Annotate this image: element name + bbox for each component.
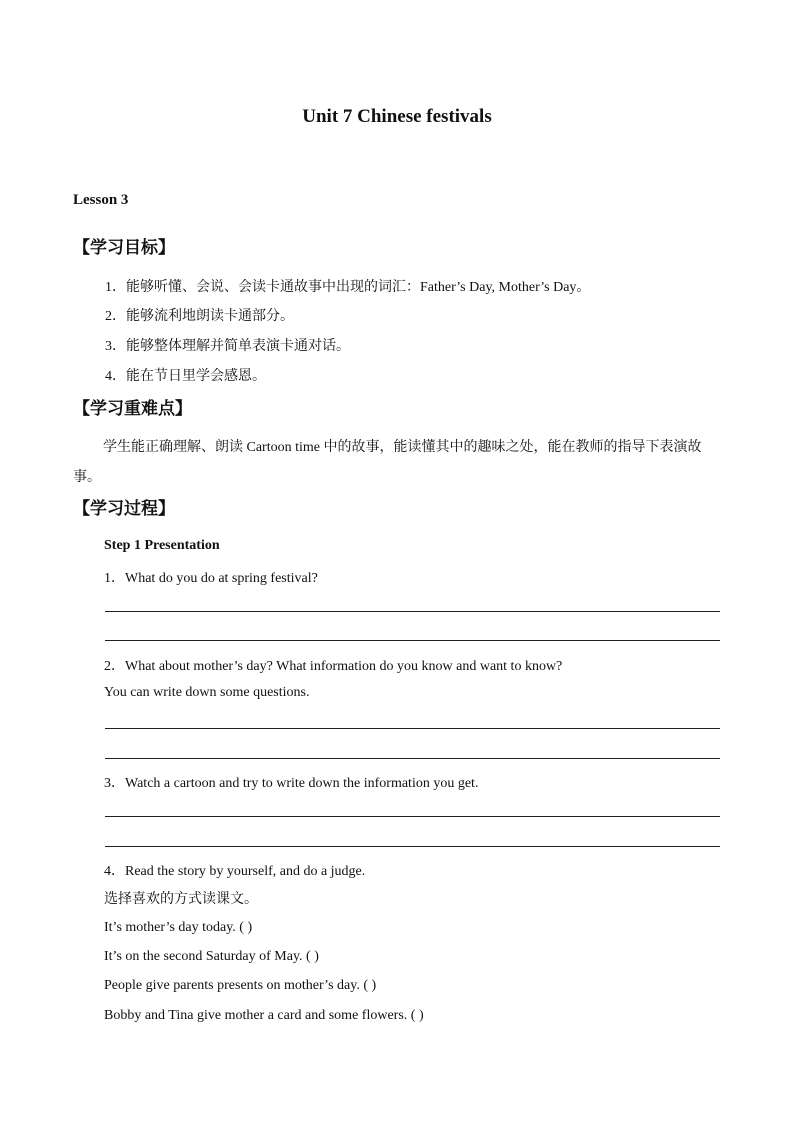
question-3: 3．Watch a cartoon and try to write down the information you get. <box>104 776 479 791</box>
goals-heading: 【学习目标】 <box>73 238 175 257</box>
question-2-note: You can write down some questions. <box>104 685 310 700</box>
answer-line <box>105 640 720 641</box>
key-points-text: 学生能正确理解、朗读 Cartoon time 中的故事，能读懂其中的趣味之处，能在教师的指导下表演故事。 <box>73 440 702 485</box>
answer-line <box>105 758 720 759</box>
question-1: 1．What do you do at spring festival? <box>104 571 318 586</box>
goal-item-2: 2．能够流利地朗读卡通部分。 <box>105 309 294 324</box>
process-heading: 【学习过程】 <box>73 499 175 518</box>
judge-item-1: It’s mother’s day today. ( ) <box>104 920 253 935</box>
goal-item-4: 4．能在节日里学会感恩。 <box>105 369 266 384</box>
answer-line <box>105 611 720 612</box>
question-4: 4．Read the story by yourself, and do a judge. <box>104 864 366 879</box>
question-2: 2．What about mother’s day? What information do you know and want to know? <box>104 659 563 674</box>
answer-line <box>105 728 720 729</box>
goal-item-1: 1．能够听懂、会说、会读卡通故事中出现的词汇：Father’s Day, Mother’s Day。 <box>105 280 591 295</box>
judge-item-4: Bobby and Tina give mother a card and some flowers. ( ) <box>104 1008 424 1023</box>
page-title: Unit 7 Chinese festivals <box>302 106 492 127</box>
judge-item-2: It’s on the second Saturday of May. ( ) <box>104 949 319 964</box>
lesson-label: Lesson 3 <box>73 192 129 208</box>
answer-line <box>105 816 720 817</box>
question-4-note: 选择喜欢的方式读课文。 <box>104 892 258 907</box>
key-points-heading: 【学习重难点】 <box>73 399 192 418</box>
goal-item-3: 3．能够整体理解并简单表演卡通对话。 <box>105 339 350 354</box>
step-title: Step 1 Presentation <box>104 538 220 553</box>
judge-item-3: People give parents presents on mother’s day. ( ) <box>104 978 377 993</box>
answer-line <box>105 846 720 847</box>
